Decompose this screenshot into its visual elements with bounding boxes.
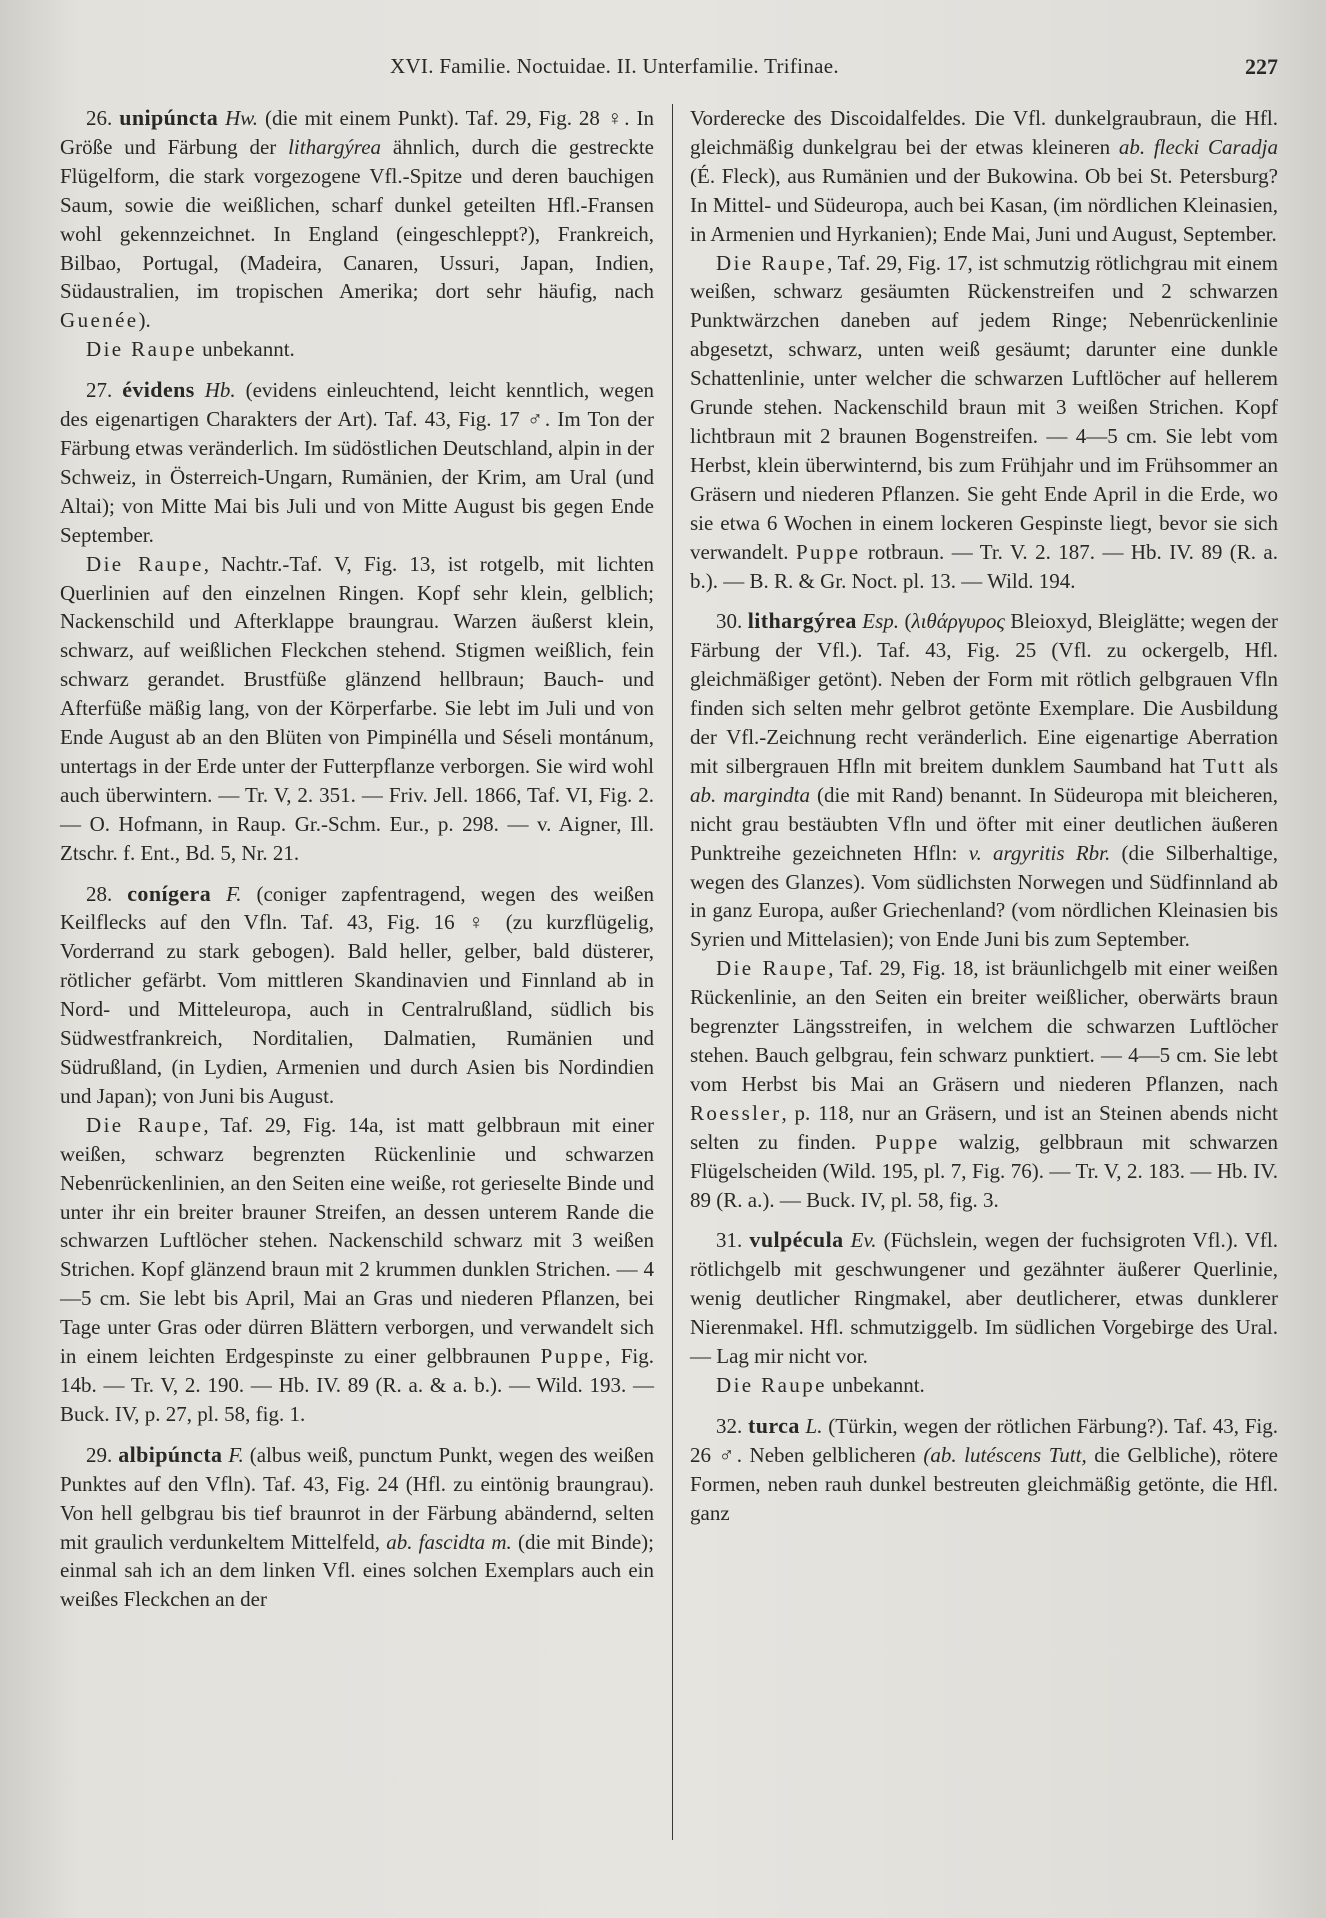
author-name: Guenée — [60, 308, 139, 333]
species-author: F. — [228, 1442, 244, 1467]
larva-text: rotbraun. — Tr. V. 2. 187. — Hb. IV. 89 (R. a. b.). — B. R. & Gr. Noct. pl. 13. — Wild. 194. — [690, 539, 1278, 593]
entry-number: 26. — [86, 106, 113, 130]
aberration-name: ab. margindta — [690, 782, 811, 807]
larva-text: , p. 118, nur an Gräsern, und ist an Steinen abends nicht selten zu finden. — [690, 1100, 1278, 1154]
entry-text: ). — [138, 308, 151, 333]
larva-heading: Die Raupe — [86, 337, 197, 362]
greek-etymology: λιθάργυρος — [911, 609, 1005, 634]
author-name: Roessler — [690, 1100, 782, 1125]
entry-text: die Gelbliche), rötere Formen, neben rauh dunkel bestreuten gleichmäßig getönte, die Hfl. ganz — [690, 1442, 1278, 1525]
entry-text: (albus weiß, punctum Punkt, wegen des weißen Punktes auf den Vfln). Taf. 43, Fig. 24 (Hfl. zu eintönig braungrau). Von hell gelbgrau bis tief braunrot in der Färbung abändernd, selten mit graulich verdunkeltem Mittelfeld, — [60, 1442, 655, 1554]
aberration-name: ab. flecki Caradja — [1118, 134, 1278, 159]
entry-text: (Türkin, wegen der rötlichen Färbung?). Taf. 43, Fig. 26 ♂. Neben gelblicheren — [690, 1413, 1279, 1467]
larva-text: , Taf. 29, Fig. 14a, ist matt gelbbraun mit einer weißen, schwarz begrenzten Rückenlinie und schwarzen Nebenrückenlinien, an den Seiten eine weiße, rot gerieselte Binde und unter ihr ein breiter brauner Streifen, an dessen unterem Rande die schwarzen Luftlöcher stehen. Nackenschild schwarz mit 3 weißen Strichen. Kopf glänzend braun mit 2 krummen dunklen Strichen. — 4—5 cm. Sie lebt bis April, Mai an Gras und niederen Pflanzen, bei Tage unter Gras oder dürren Blättern verborgen, und verwandelt sich in einem leichten Erdgespinste zu einer gelbbraunen — [60, 1112, 654, 1369]
species-name: évidens — [122, 377, 195, 403]
pupa-heading: Puppe — [540, 1344, 606, 1369]
species-name: albipúncta — [118, 1441, 223, 1467]
aberration-name: (ab. lutéscens Tutt, — [923, 1442, 1087, 1467]
author-name: Tutt — [1202, 753, 1247, 778]
entry-29-larva — [690, 249, 1278, 596]
pupa-heading: Puppe — [795, 539, 861, 564]
entry-text: (die Silberhaltige, wegen des Glanzes). Vom südlichsten Norwegen und Südfinnland ab in ganz Europa, außer Griechenland? (vom nördlichen Kleinasien bis Syrien und Mittelasien); von Ende Juni bis zum September. — [690, 840, 1279, 952]
entry-text: als — [1246, 753, 1278, 778]
entry-text: (É. Fleck), aus Rumänien und der Bukowina. Ob bei St. Petersburg? In Mittel- und Südeuropa, auch bei Kasan, (im nördlichen Kleinasien, in Armenien und Hyrkanien); Ende Mai, Juni und August, September. — [690, 163, 1278, 246]
entry-text: (Füchslein, wegen der fuchsigroten Vfl.). Vfl. rötlichgelb mit geschwungener und gezähnter äußerer Querlinie, wenig deutlicher Ringmakel, aber deutlicherer, etwas dunklerer Nierenmakel. Hfl. schmutziggelb. Im südlichen Vorgebirge des Ural. — Lag mir nicht vor. — [690, 1228, 1278, 1369]
larva-text: walzig, gelbbraun mit schwarzen Flügelscheiden (Wild. 195, pl. 7, Fig. 76). — Tr. V, 2. 183. — Hb. IV. 89 (R. a.). — Buck. IV, pl. 58, fig. 3. — [690, 1129, 1278, 1212]
entry-30: 30. lithargýrea Esp. (λιθάργυρος Bleioxyd, Bleiglätte; wegen der Färbung der Vfl.). Taf. 43, Fig. 25 (Vfl. zu ockergelb, Hfl. gleichmäßiger getönt). Neben der Form mit rötlich gelbgrauen Vfln finden sich selten mehr gelbrot getönte Exemplare. Die Ausbildung der Vfl.-Zeichnung recht veränderlich. Eine eigenartige Aberration mit silbergrauen Hfln mit breitem dunklem Saumband hat Tutt als ab. margindta (die mit Rand) benannt. In Südeuropa mit bleicheren, nicht grau bestäubten Vfln und öfter mit einer deutlichen äußeren Punktreihe gezeichneten Hfln: v. argyritis Rbr. (die Silberhaltige, wegen des Glanzes). Vom südlichsten Norwegen und Südfinnland ab in ganz Europa, außer Griechenland? (vom nördlichen Kleinasien bis Syrien und Mittelasien); von Ende Juni bis zum September. — [690, 608, 1279, 952]
larva-heading: Die Raupe — [716, 956, 829, 981]
aberration-name: ab. fascidta m. — [386, 1529, 512, 1554]
larva-text: unbekannt. — [826, 1372, 925, 1397]
species-name: turca — [748, 1412, 800, 1438]
entry-text: (die mit einem Punkt). Taf. 29, Fig. 28 ♀. In Größe und Färbung der — [60, 106, 654, 159]
entry-number: 28. — [86, 881, 113, 906]
entry-31-larva — [690, 1371, 1278, 1400]
entry-text: Bleioxyd, Bleiglätte; wegen der Färbung der Vfl.). Taf. 43, Fig. 25 (Vfl. zu ockergelb, Hfl. gleichmäßiger getönt). Neben der Form mit rötlich gelbgrauen Vfln finden sich selten mehr gelbrot getönte Exemplare. Die Ausbildung der Vfl.-Zeichnung recht veränderlich. Eine eigenartige Aberration mit silbergrauen Hfln mit breitem dunklem Saumband hat — [690, 609, 1279, 778]
entry-29 — [60, 1441, 654, 1614]
entry-number: 27. — [86, 378, 113, 403]
entry-26 — [60, 104, 654, 335]
entry-text: (coniger zapfentragend, wegen des weißen Keilflecks auf den Vfln. Taf. 43, Fig. 16 ♀ (zu kurzflügelig, Vorderrand zu stark gebogen). Bald heller, gelber, bald düsterer, rötlicher gefärbt. Vom mittleren Skandinavien und Finnland ab in Nord- und Mitteleuropa, auch in Centralrußland, südlich bis Südwestfrankreich, Norditalien, Dalmatien, Rumänien und Südrußland, (in Lydien, Armenien und durch Asien bis Nordindien und Japan); von Juni bis August. — [60, 881, 655, 1108]
species-author: Hb. — [204, 378, 236, 403]
pupa-heading: Puppe — [875, 1129, 940, 1154]
entry-text: (die mit Binde); einmal sah ich an dem linken Vfl. eines solchen Exemplars auch ein weißes Fleckchen an der — [60, 1529, 654, 1612]
entry-text: (evidens einleuchtend, leicht kenntlich, wegen des eigenartigen Charakters der Art). Taf. 43, Fig. 17 ♂. Im Ton der Färbung etwas veränderlich. Im südöstlichen Deutschland, alpin in der Schweiz, in Österreich-Ungarn, Rumänien, der Krim, am Ural (und Altai); von Mitte Mai bis Juli und von Mitte August bis gegen Ende September. — [60, 378, 655, 547]
larva-heading: Die Raupe — [86, 1112, 204, 1137]
right-column — [690, 104, 1278, 1528]
entry-number: 31. — [716, 1228, 743, 1253]
entry-number: 32. — [716, 1413, 743, 1438]
larva-heading: Die Raupe — [86, 551, 204, 576]
larva-text: , Taf. 29, Fig. 18, ist bräunlichgelb mit einer weißen Rückenlinie, an den Seiten ein breiter weißlicher, oberwärts braun begrenzter Längsstreifen, in welchem die schwarzen Luftlöcher stehen. Bauch gelbgrau, fein schwarz punktiert. — 4—5 cm. Sie lebt vom Herbst bis Mai an Gräsern und niederen Pflanzen, nach — [690, 956, 1278, 1096]
species-author: L. — [805, 1413, 823, 1438]
entry-number: 30. — [716, 609, 743, 634]
larva-heading: Die Raupe — [716, 1372, 827, 1397]
larva-text: , Fig. 14b. — Tr. V, 2. 190. — Hb. IV. 89 (R. a. & a. b.). — Wild. 193. — Buck. IV, p. 27, pl. 58, fig. 1. — [60, 1344, 655, 1426]
column-divider — [672, 104, 673, 1840]
entry-27-larva — [60, 550, 654, 868]
entry-29-continued — [690, 104, 1278, 249]
species-reference: lithargýrea — [288, 134, 382, 159]
species-name: unipúncta — [119, 105, 219, 130]
running-title: XVI. Familie. Noctuidae. II. Unterfamilie. Trifinae. — [390, 54, 839, 78]
species-name: lithargýrea — [747, 608, 857, 634]
entry-28-larva — [60, 1111, 654, 1429]
entry-text: ähnlich, durch die gestreckte Flügelform, die stark vorgezogene Vfl.-Spitze und deren bauchigen Saum, sowie die weißlichen, scharf dunkel geteilten Hfl.-Fransen wohl gekennzeichnet. In England (eingeschleppt?), Frankreich, Bilbao, Portugal, (Madeira, Canaren, Ussuri, Japan, Indien, Südaustralien, im tropischen Amerika; dort sehr häufig, nach — [60, 134, 654, 304]
entry-32 — [690, 1412, 1278, 1528]
entry-26-larva — [60, 335, 654, 364]
larva-text: , Nachtr.-Taf. V, Fig. 13, ist rotgelb, mit lichten Querlinien auf den einzelnen Ringen. Kopf sehr klein, gelblich; Nackenschild und Afterklappe braungrau. Warzen äußerst klein, schwarz, auf weißlichen Fleckchen stehend. Stigmen weißlich, fein schwarz gerandet. Brustfüße glänzend hellbraun; Bauch- und Afterfüße mäßig lang, von der Körperfarbe. Sie lebt im Juli und von Ende August ab an den Blüten von Pimpinélla und Séseli montánum, untertags in der Erde unter der Futterpflanze verborgen. Sie wird wohl auch überwintern. — Tr. V, 2. 351. — Friv. Jell. 1866, Taf. VI, Fig. 2. — O. Hofmann, in Raup. Gr.-Schm. Eur., p. 298. — v. Aigner, Ill. Ztschr. f. Ent., Bd. 5, Nr. 21. — [60, 551, 654, 865]
species-author: Esp. — [862, 609, 900, 634]
entry-text: (die mit Rand) benannt. In Südeuropa mit bleicheren, nicht grau bestäubten Vfln und öfter mit einer deutlichen äußeren Punktreihe gezeichneten Hfln: — [690, 782, 1278, 865]
variety-name: v. argyritis Rbr. — [968, 840, 1111, 865]
larva-text: unbekannt. — [196, 337, 295, 362]
species-name: conígera — [127, 880, 212, 906]
entry-31 — [690, 1226, 1278, 1371]
larva-heading: Die Raupe — [716, 250, 828, 275]
page-header — [60, 54, 1278, 90]
larva-text: , Taf. 29, Fig. 17, ist schmutzig rötlichgrau mit einem weißen, schwarz gesäumten Rückenstreifen und 2 schwarzen Punktwärzchen daneben auf jedem Ringe; Nebenrückenlinie abgesetzt, schwarz, unten weiß gesäumt; darunter eine dunkle Schattenlinie, unter welcher die schwarzen Luftlöcher auf hellerem Grunde stehen. Nackenschild braun mit 3 weißen Strichen. Kopf lichtbraun mit 2 braunen Bogenstreifen. — 4—5 cm. Sie lebt vom Herbst, klein überwinternd, bis zum Frühjahr und im Frühsommer an Gräsern und niederen Pflanzen. Sie geht Ende April in die Erde, wo sie etwa 6 Wochen in einem lockeren Gespinste liegt, bevor sie sich verwandelt. — [690, 250, 1278, 564]
entry-28 — [60, 880, 654, 1111]
left-column — [60, 104, 654, 1614]
entry-number: 29. — [86, 1442, 113, 1467]
entry-30-larva — [690, 954, 1278, 1214]
entry-text: Vorderecke des Discoidalfeldes. Die Vfl. dunkelgraubraun, die Hfl. gleichmäßig dunkelgrau bei der etwas kleineren — [690, 106, 1278, 159]
entry-27 — [60, 376, 654, 549]
page-number: 227 — [1245, 54, 1278, 79]
species-author: Hw. — [225, 106, 259, 130]
species-author: Ev. — [850, 1228, 877, 1253]
species-name: vulpécula — [749, 1227, 844, 1253]
species-author: F. — [226, 881, 242, 906]
